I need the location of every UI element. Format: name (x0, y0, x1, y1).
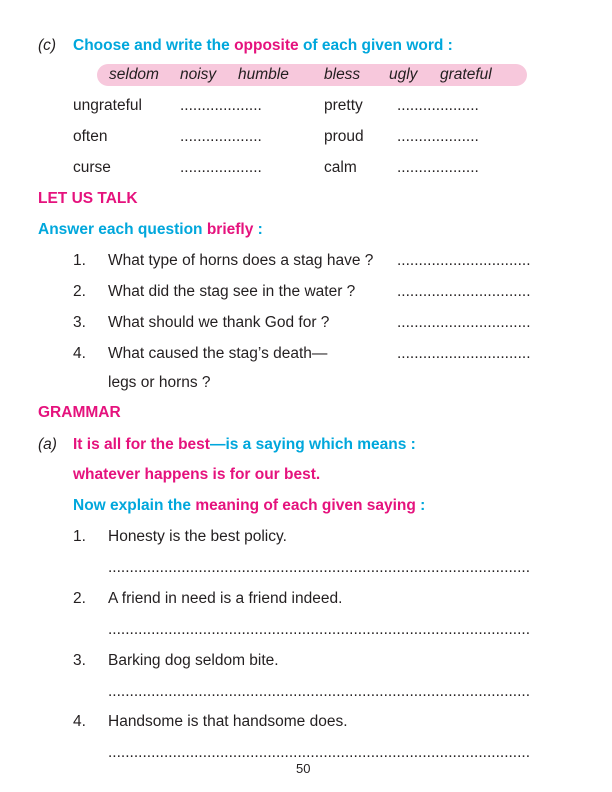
answer-blank[interactable]: ................... (180, 159, 262, 176)
answer-line[interactable]: .................................................................................................. (108, 559, 531, 576)
opposite-word: often (73, 128, 108, 145)
word-bank (97, 64, 527, 86)
word-bank-item: grateful (440, 66, 492, 83)
grammar-saying-intro: It is all for the best—is a saying which means : (73, 436, 416, 453)
grammar-heading: GRAMMAR (38, 404, 121, 421)
opposite-word: curse (73, 159, 111, 176)
saying-text: A friend in need is a friend indeed. (108, 590, 343, 607)
grammar-label: (a) (38, 436, 57, 453)
answer-blank[interactable]: ................... (180, 128, 262, 145)
answer-blank[interactable]: ............................... (397, 314, 531, 331)
answer-line[interactable]: .................................................................................................. (108, 621, 531, 638)
saying-text: Honesty is the best policy. (108, 528, 287, 545)
saying-text: Barking dog seldom bite. (108, 652, 279, 669)
section-c-label: (c) (38, 37, 57, 54)
grammar-saying-meaning: whatever happens is for our best. (73, 466, 321, 483)
answer-line[interactable]: .................................................................................................. (108, 683, 531, 700)
question-text-continued: legs or horns ? (108, 374, 211, 391)
word-bank-item: seldom (109, 66, 159, 83)
saying-number: 4. (73, 713, 86, 730)
answer-blank[interactable]: ................... (397, 128, 479, 145)
question-number: 2. (73, 283, 86, 300)
question-number: 3. (73, 314, 86, 331)
word-bank-item: noisy (180, 66, 217, 83)
answer-blank[interactable]: ................... (397, 159, 479, 176)
opposite-word: pretty (324, 97, 363, 114)
question-text: What type of horns does a stag have ? (108, 252, 374, 269)
word-bank-item: bless (324, 66, 361, 83)
opposite-word: calm (324, 159, 357, 176)
saying-number: 1. (73, 528, 86, 545)
let-us-talk-instruction: Answer each question briefly : (38, 221, 263, 238)
question-number: 4. (73, 345, 86, 362)
question-text: What caused the stag’s death— (108, 345, 328, 362)
question-text: What should we thank God for ? (108, 314, 330, 331)
question-number: 1. (73, 252, 86, 269)
let-us-talk-heading: LET US TALK (38, 190, 138, 207)
answer-blank[interactable]: ............................... (397, 345, 531, 362)
answer-blank[interactable]: ................... (397, 97, 479, 114)
page-number: 50 (296, 761, 311, 776)
grammar-instruction: Now explain the meaning of each given saying : (73, 497, 426, 514)
saying-text: Handsome is that handsome does. (108, 713, 348, 730)
word-bank-item: humble (238, 66, 289, 83)
section-c-instruction: Choose and write the opposite of each given word : (73, 37, 453, 54)
word-bank-item: ugly (389, 66, 418, 83)
answer-blank[interactable]: ................... (180, 97, 262, 114)
saying-number: 3. (73, 652, 86, 669)
question-text: What did the stag see in the water ? (108, 283, 356, 300)
answer-blank[interactable]: ............................... (397, 283, 531, 300)
answer-line[interactable]: .................................................................................................. (108, 744, 531, 761)
saying-number: 2. (73, 590, 86, 607)
opposite-word: proud (324, 128, 364, 145)
answer-blank[interactable]: ............................... (397, 252, 531, 269)
opposite-word: ungrateful (73, 97, 142, 114)
